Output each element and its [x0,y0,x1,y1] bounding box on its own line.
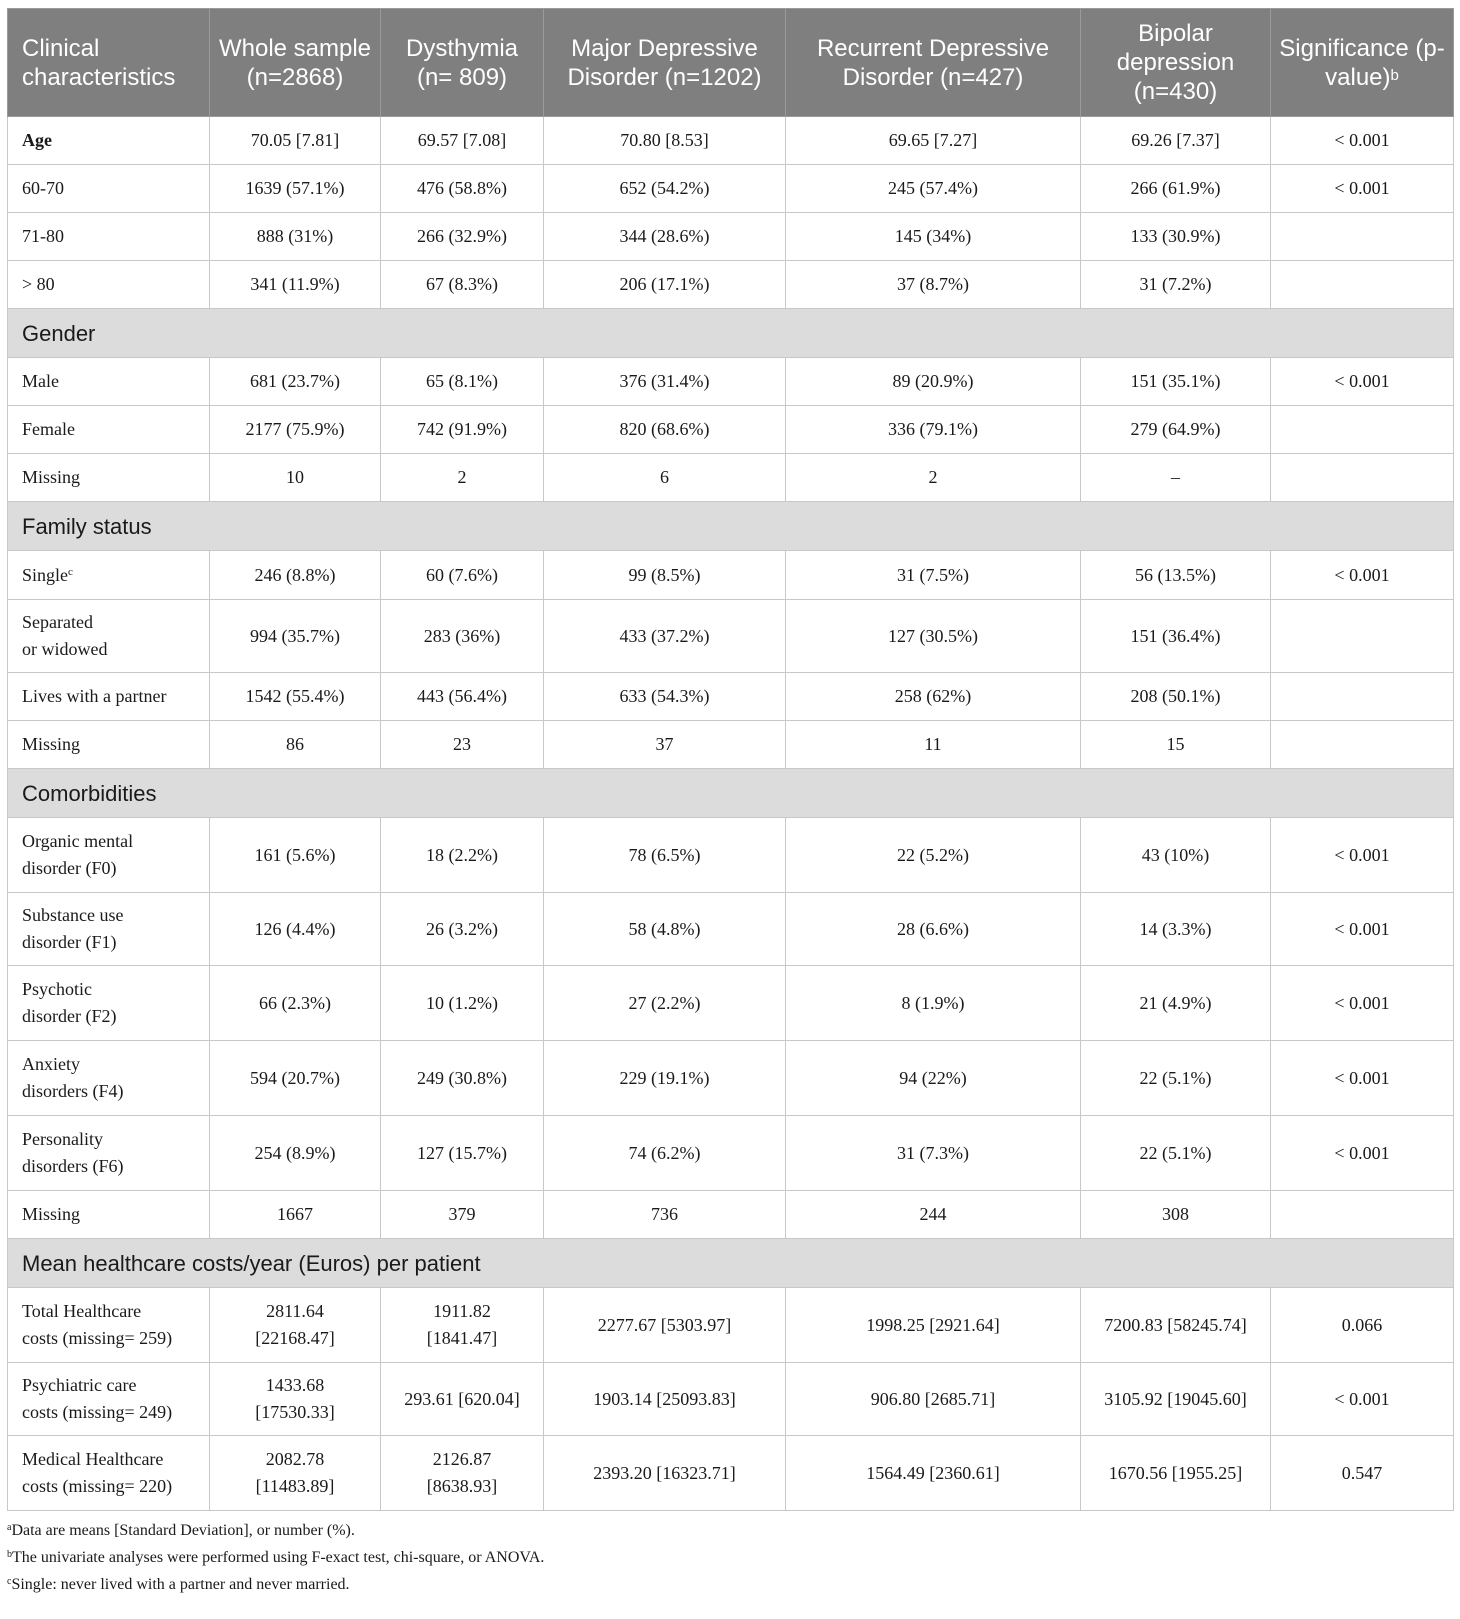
row-female [8,406,1454,454]
cell: 633 (54.3%) [544,673,786,721]
cell: 69.57 [7.08] [381,117,544,165]
row-label-line2: costs (missing= 259) [22,1328,173,1348]
cell: 246 (8.8%) [210,551,381,600]
cell: 341 (11.9%) [210,261,381,309]
cell: < 0.001 [1271,1041,1454,1116]
cell: 888 (31%) [210,213,381,261]
row-label-line1: Psychiatric care [22,1375,137,1395]
cell: 379 [381,1191,544,1239]
row-single [8,551,1454,600]
cell: < 0.001 [1271,1116,1454,1191]
cell: 151 (36.4%) [1081,600,1271,673]
row-label-line1: Medical Healthcare [22,1449,164,1469]
cell: 70.05 [7.81] [210,117,381,165]
cell: 151 (35.1%) [1081,358,1271,406]
cell: 89 (20.9%) [786,358,1081,406]
cell: 37 [544,721,786,769]
cell-mean: 2811.64 [266,1301,324,1321]
cell: < 0.001 [1271,966,1454,1041]
row-age-71-80 [8,213,1454,261]
section-title: Comorbidities [8,769,1454,818]
cell: 742 (91.9%) [381,406,544,454]
row-f6 [8,1116,1454,1191]
row-label: Lives with a partner [8,673,210,721]
cell [1271,406,1454,454]
cell: 1542 (55.4%) [210,673,381,721]
cell: 18 (2.2%) [381,818,544,893]
cell: 6 [544,454,786,502]
cell: 10 [210,454,381,502]
cell: 2393.20 [16323.71] [544,1436,786,1511]
row-label: Missing [8,454,210,502]
footnote-marker: b [7,1549,12,1560]
footnote-a [7,1517,1453,1544]
cell: < 0.001 [1271,117,1454,165]
cell: 254 (8.9%) [210,1116,381,1191]
row-label-line2: disorder (F0) [22,858,117,878]
cell: 127 (30.5%) [786,600,1081,673]
cell: 127 (15.7%) [381,1116,544,1191]
row-f1 [8,893,1454,966]
cell: 21 (4.9%) [1081,966,1271,1041]
cell [1271,454,1454,502]
cell: 0.547 [1271,1436,1454,1511]
row-age [8,117,1454,165]
cell: 133 (30.9%) [1081,213,1271,261]
cell [1271,721,1454,769]
cell: 2277.67 [5303.97] [544,1288,786,1363]
row-family-missing [8,721,1454,769]
section-gender [8,309,1454,358]
cell: 60 (7.6%) [381,551,544,600]
header-significance-sup: b [1390,66,1399,84]
cell: 86 [210,721,381,769]
row-comorbidities-missing [8,1191,1454,1239]
cell: 1667 [210,1191,381,1239]
footnote-text: Single: never lived with a partner and never married. [11,1576,350,1593]
cell: 161 (5.6%) [210,818,381,893]
row-label: Female [8,406,210,454]
row-label: Single [22,564,69,585]
cell: 293.61 [620.04] [381,1363,544,1436]
cell: 99 (8.5%) [544,551,786,600]
cell: 0.066 [1271,1288,1454,1363]
cell-sd: [8638.93] [426,1476,498,1496]
row-gender-missing [8,454,1454,502]
cell: 245 (57.4%) [786,165,1081,213]
cell: 229 (19.1%) [544,1041,786,1116]
cell: 3105.92 [19045.60] [1081,1363,1271,1436]
cell: 906.80 [2685.71] [786,1363,1081,1436]
cell: 145 (34%) [786,213,1081,261]
cell: 70.80 [8.53] [544,117,786,165]
cell: 652 (54.2%) [544,165,786,213]
cell: 22 (5.2%) [786,818,1081,893]
cell-sd: [22168.47] [255,1328,335,1348]
section-healthcare-costs [8,1239,1454,1288]
footnote-marker: c [68,565,73,578]
header-clinical-characteristics: Clinical characteristics [8,9,210,117]
cell: 26 (3.2%) [381,893,544,966]
footnote-text: The univariate analyses were performed using F-exact test, chi-square, or ANOVA. [12,1549,545,1566]
row-label-line1: Separated [22,612,93,632]
cell: 994 (35.7%) [210,600,381,673]
cell: 476 (58.8%) [381,165,544,213]
cell [1271,213,1454,261]
cell: 23 [381,721,544,769]
section-title: Family status [8,502,1454,551]
cell: 65 (8.1%) [381,358,544,406]
cell: – [1081,454,1271,502]
row-male [8,358,1454,406]
cell: 1998.25 [2921.64] [786,1288,1081,1363]
cell: 279 (64.9%) [1081,406,1271,454]
cell: 22 (5.1%) [1081,1041,1271,1116]
cell: 67 (8.3%) [381,261,544,309]
cell: 7200.83 [58245.74] [1081,1288,1271,1363]
cell-sd: [11483.89] [255,1476,335,1496]
row-label-line1: Anxiety [22,1054,80,1074]
row-separated [8,600,1454,673]
cell: 208 (50.1%) [1081,673,1271,721]
cell: 249 (30.8%) [381,1041,544,1116]
row-label-line2: or widowed [22,639,108,659]
row-label-line1: Psychotic [22,979,92,999]
row-label-line1: Personality [22,1129,103,1149]
cell [1271,600,1454,673]
header-dysthymia: Dysthymia (n= 809) [381,9,544,117]
cell [1271,1191,1454,1239]
cell: 376 (31.4%) [544,358,786,406]
cell: < 0.001 [1271,1363,1454,1436]
cell: 308 [1081,1191,1271,1239]
cell: 56 (13.5%) [1081,551,1271,600]
cell: 820 (68.6%) [544,406,786,454]
cell: 58 (4.8%) [544,893,786,966]
section-title: Mean healthcare costs/year (Euros) per patient [8,1239,1454,1288]
cell: 31 (7.3%) [786,1116,1081,1191]
section-title: Gender [8,309,1454,358]
cell: 2177 (75.9%) [210,406,381,454]
cell-sd: [17530.33] [255,1402,335,1422]
footnote-text: Data are means [Standard Deviation], or number (%). [11,1522,355,1539]
cell: 43 (10%) [1081,818,1271,893]
cell: 15 [1081,721,1271,769]
cell: 283 (36%) [381,600,544,673]
row-label-line2: disorders (F4) [22,1081,124,1101]
cell: 594 (20.7%) [210,1041,381,1116]
cell: 681 (23.7%) [210,358,381,406]
row-label-line1: Total Healthcare [22,1301,142,1321]
cell: 1639 (57.1%) [210,165,381,213]
table-footnotes [7,1517,1453,1598]
row-partner [8,673,1454,721]
row-age-over-80 [8,261,1454,309]
row-f2 [8,966,1454,1041]
cell: 336 (79.1%) [786,406,1081,454]
row-label-line1: Substance use [22,905,124,925]
cell-sd: [1841.47] [426,1328,498,1348]
row-label-line2: disorder (F2) [22,1006,117,1026]
footnote-b [7,1544,1453,1571]
cell-mean: 2082.78 [265,1449,325,1469]
cell: < 0.001 [1271,818,1454,893]
section-comorbidities [8,769,1454,818]
cell: 14 (3.3%) [1081,893,1271,966]
footnote-c [7,1571,1453,1598]
cell: 66 (2.3%) [210,966,381,1041]
cell: 1564.49 [2360.61] [786,1436,1081,1511]
cell: 1903.14 [25093.83] [544,1363,786,1436]
cell: < 0.001 [1271,551,1454,600]
cell-mean: 1911.82 [433,1301,491,1321]
row-label: 60-70 [8,165,210,213]
cell: 433 (37.2%) [544,600,786,673]
cell: 78 (6.5%) [544,818,786,893]
row-label-line2: costs (missing= 220) [22,1476,173,1496]
cell: 258 (62%) [786,673,1081,721]
footnote-marker: c [7,1576,12,1587]
cell: 74 (6.2%) [544,1116,786,1191]
section-family-status [8,502,1454,551]
cell: 27 (2.2%) [544,966,786,1041]
cell: 206 (17.1%) [544,261,786,309]
cell: < 0.001 [1271,893,1454,966]
cell: < 0.001 [1271,165,1454,213]
cell: 244 [786,1191,1081,1239]
row-label-line2: disorders (F6) [22,1156,124,1176]
cell: 37 (8.7%) [786,261,1081,309]
cell: 266 (32.9%) [381,213,544,261]
cell: 8 (1.9%) [786,966,1081,1041]
cell-mean: 1433.68 [265,1375,325,1395]
cell: 11 [786,721,1081,769]
cell: 28 (6.6%) [786,893,1081,966]
header-significance-text: Significance (p-value) [1279,34,1445,91]
row-total-costs [8,1288,1454,1363]
cell: 2 [786,454,1081,502]
cell [1271,261,1454,309]
row-label-line2: disorder (F1) [22,932,117,952]
cell: < 0.001 [1271,358,1454,406]
cell: 31 (7.5%) [786,551,1081,600]
row-f4 [8,1041,1454,1116]
clinical-characteristics-table [7,8,1454,1511]
cell: 69.26 [7.37] [1081,117,1271,165]
cell: 22 (5.1%) [1081,1116,1271,1191]
row-f0 [8,818,1454,893]
cell: 266 (61.9%) [1081,165,1271,213]
row-label: 71-80 [8,213,210,261]
cell: 31 (7.2%) [1081,261,1271,309]
row-label: > 80 [8,261,210,309]
row-medical-costs [8,1436,1454,1511]
row-psychiatric-costs [8,1363,1454,1436]
header-whole-sample: Whole sample (n=2868) [210,9,381,117]
cell: 126 (4.4%) [210,893,381,966]
table-container [7,8,1453,1598]
cell: 10 (1.2%) [381,966,544,1041]
cell [1271,673,1454,721]
cell: 1670.56 [1955.25] [1081,1436,1271,1511]
cell: 736 [544,1191,786,1239]
row-label: Missing [8,1191,210,1239]
cell: 344 (28.6%) [544,213,786,261]
cell: 94 (22%) [786,1041,1081,1116]
cell-mean: 2126.87 [432,1449,492,1469]
header-major-depressive: Major Depressive Disorder (n=1202) [544,9,786,117]
header-row [8,9,1454,117]
cell: 443 (56.4%) [381,673,544,721]
row-label-line1: Organic mental [22,831,134,851]
header-significance [1271,9,1454,117]
row-age-60-70 [8,165,1454,213]
row-label: Male [8,358,210,406]
header-recurrent-depressive: Recurrent Depressive Disorder (n=427) [786,9,1081,117]
footnote-marker: a [7,1522,12,1533]
header-bipolar: Bipolar depression (n=430) [1081,9,1271,117]
row-label: Missing [8,721,210,769]
cell: 69.65 [7.27] [786,117,1081,165]
cell: 2 [381,454,544,502]
row-label: Age [22,130,52,150]
row-label-line2: costs (missing= 249) [22,1402,173,1422]
